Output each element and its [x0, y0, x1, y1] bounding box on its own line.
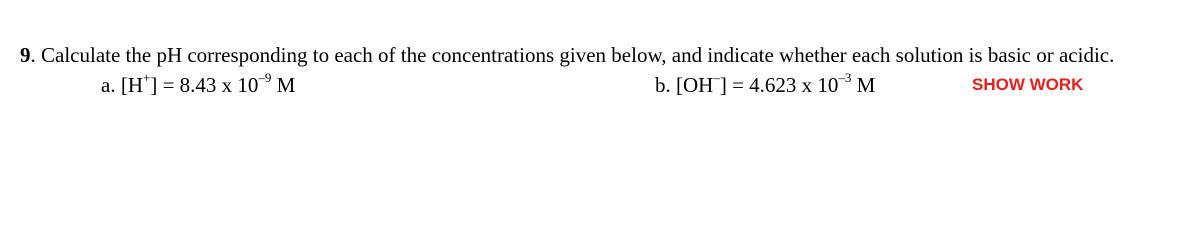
question-9 [20, 42, 1114, 68]
part-b-concentration [655, 72, 875, 98]
question-text: . Calculate the pH corresponding to each of the concentrations given below, and indicate whether each solution is basic or acidic. [30, 43, 1115, 67]
part-a-concentration [101, 72, 295, 98]
part-b-exponent: –3 [838, 70, 852, 85]
part-b-equals: ] = 4.623 x 10 [719, 73, 839, 97]
part-a-exponent: –9 [258, 70, 272, 85]
part-a-label: a. [H [101, 73, 143, 97]
part-a-equals: ] = 8.43 x 10 [150, 73, 259, 97]
show-work-note: SHOW WORK [972, 75, 1084, 94]
part-b-unit: M [851, 73, 876, 97]
part-b-ion-charge: – [713, 70, 720, 85]
part-b-label: b. [OH [655, 73, 714, 97]
part-a-ion-charge: + [142, 70, 151, 85]
part-a-unit: M [271, 73, 296, 97]
question-number: 9 [20, 43, 31, 67]
